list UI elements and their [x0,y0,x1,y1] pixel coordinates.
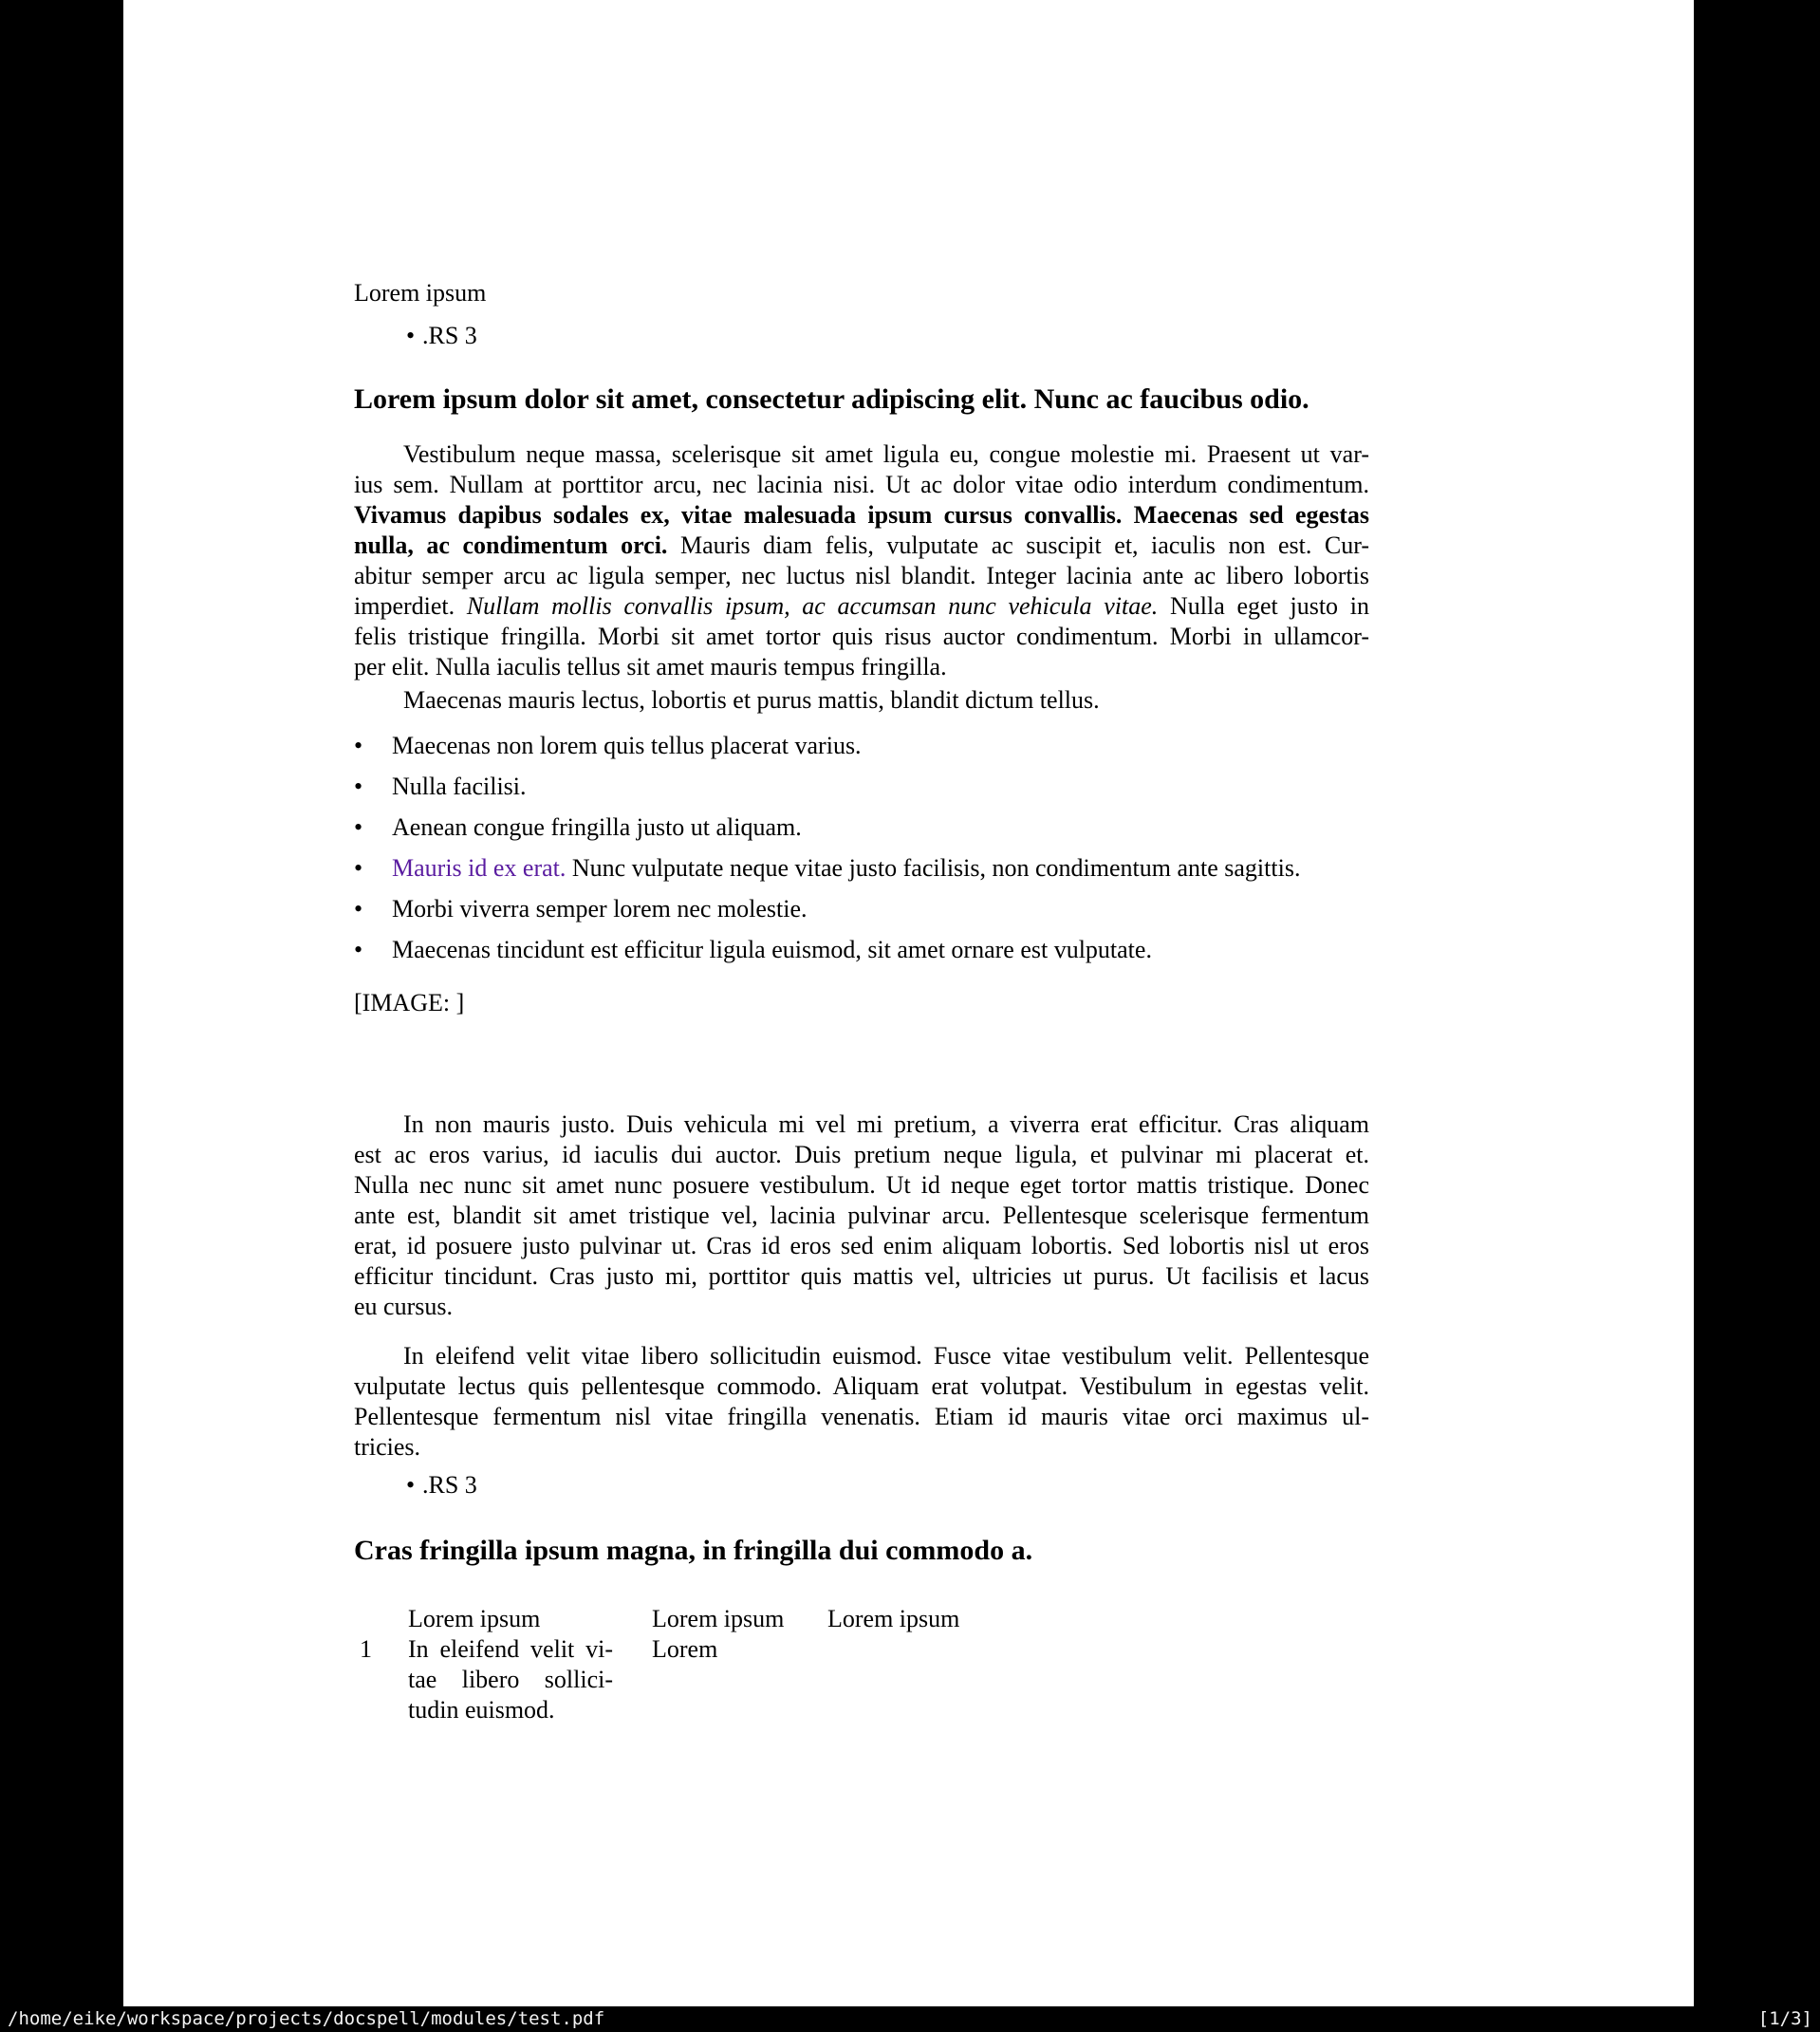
text-segment: per elit. Nulla iaculis tellus sit amet mauris tempus fringilla. [354,653,947,680]
text-line [354,652,1369,682]
text-line [354,1261,1369,1292]
bullet-icon: • [354,895,363,923]
bullet-icon: • [354,732,363,759]
text-segment: Aenean congue fringilla justo ut aliquam. [392,813,802,841]
text-line [354,622,1369,652]
text-segment: nulla, ac condimentum orci. [354,531,668,559]
text-segment: Nulla facilisi. [392,773,527,800]
text-segment: In eleifend velit vi- [408,1635,613,1663]
text-segment: eu cursus. [354,1293,453,1320]
text-segment: Vestibulum neque massa, scelerisque sit amet ligula eu, congue molestie mi. Praesent ut var- [403,440,1369,468]
text-segment: Maecenas non lorem quis tellus placerat varius. [392,732,862,759]
table-cell-1 [408,1634,613,1725]
text-line [354,1231,1369,1261]
paragraph-1 [354,439,1369,682]
table-header-col1: Lorem ipsum [408,1605,541,1632]
text-segment: abitur semper arcu ac ligula semper, nec luctus nisl blandit. Integer lacinia ante ac libero lobortis [354,562,1369,589]
text-segment: Nulla eget justo in [1158,592,1369,620]
list-item-text [392,772,527,802]
list-item [354,894,1369,924]
text-segment: Nullam mollis convallis ipsum, ac accumsan nunc vehicula vitae. [466,592,1159,620]
text-line [354,561,1369,591]
list-item-text [392,731,862,761]
table-header-col3: Lorem ipsum [827,1605,960,1632]
table-row-number: 1 [360,1635,372,1663]
text-segment: efficitur tincidunt. Cras justo mi, porttitor quis mattis vel, ultricies ut purus. Ut facilisis et lacus [354,1262,1369,1290]
text-line [354,1432,1369,1463]
rs-label: .RS 3 [422,322,477,349]
list-item [354,772,1369,802]
text-segment: vulputate lectus quis pellentesque commodo. Aliquam erat volutpat. Vestibulum in egestas velit. [354,1372,1369,1400]
text-segment: Nunc vulputate neque vitae justo facilisis, non condimentum ante sagittis. [566,854,1301,882]
text-segment: est ac eros varius, id iaculis dui auctor. Duis pretium neque ligula, et pulvinar mi placerat et. [354,1141,1369,1168]
text-line [354,1402,1369,1432]
image-placeholder: [IMAGE: ] [354,989,465,1016]
bullet-icon: • [354,854,363,882]
bullet-icon: • [406,1471,416,1499]
text-line [354,1140,1369,1170]
status-bar [0,2006,1820,2032]
text-line [408,1634,613,1665]
text-line [354,1292,1369,1322]
list-item-text [392,853,1300,884]
text-line [354,470,1369,500]
rs-label: .RS 3 [422,1471,477,1499]
standalone-paragraph-line: Maecenas mauris lectus, lobortis et purus mattis, blandit dictum tellus. [403,686,1100,714]
file-path: /home/eike/workspace/projects/docspell/modules/test.pdf [8,2008,605,2029]
text-segment: Morbi viverra semper lorem nec molestie. [392,895,808,923]
text-segment: felis tristique fringilla. Morbi sit amet tortor quis risus auctor condimentum. Morbi in ullamcor- [354,623,1369,650]
text-segment: tudin euismod. [408,1696,555,1724]
text-line [354,500,1369,531]
list-item [354,853,1369,884]
list-item-text [392,812,802,843]
text-segment: tae libero sollici- [408,1666,613,1693]
bullet-icon: • [406,322,416,349]
text-segment: In non mauris justo. Duis vehicula mi vel mi pretium, a viverra erat efficitur. Cras aliquam [403,1110,1369,1138]
text-segment: ius sem. Nullam at porttitor arcu, nec lacinia nisi. Ut ac dolor vitae odio interdum condimentum. [354,471,1369,498]
paragraph-2 [354,1109,1369,1322]
text-line [354,439,1369,470]
intro-line: Lorem ipsum [354,279,487,307]
list-item [354,812,1369,843]
paragraph-3 [354,1341,1369,1463]
bullet-icon: • [354,813,363,841]
rs-bullet-line-2 [406,1470,477,1501]
text-segment: Mauris diam felis, vulputate ac suscipit et, iaculis non est. Cur- [667,531,1369,559]
text-segment: tricies. [354,1433,421,1461]
text-segment: Pellentesque fermentum nisl vitae fringilla venenatis. Etiam id mauris vitae orci maximus ul- [354,1403,1369,1430]
table-header-col2: Lorem ipsum [652,1605,785,1632]
text-line [408,1695,613,1725]
bullet-icon: • [354,773,363,800]
bullet-icon: • [354,936,363,963]
text-line [408,1665,613,1695]
text-line [354,1109,1369,1140]
text-segment: In eleifend velit vitae libero sollicitudin euismod. Fusce vitae vestibulum velit. Pellentesque [403,1342,1369,1370]
text-segment: ante est, blandit sit amet tristique vel, lacinia pulvinar arcu. Pellentesque scelerisque fermentum [354,1202,1369,1229]
section-heading-1: Lorem ipsum dolor sit amet, consectetur adipiscing elit. Nunc ac faucibus odio. [354,383,1309,415]
rs-bullet-line-1 [406,321,477,351]
text-line [354,1341,1369,1371]
text-segment: erat, id posuere justo pulvinar ut. Cras id eros sed enim aliquam lobortis. Sed lobortis nisl ut eros [354,1232,1369,1259]
section-heading-2: Cras fringilla ipsum magna, in fringilla dui commodo a. [354,1535,1033,1566]
text-line [354,1371,1369,1402]
page-indicator: [1/3] [1757,2008,1812,2029]
text-line [354,1170,1369,1201]
pdf-page[interactable] [123,0,1694,2006]
list-item [354,935,1369,965]
text-segment: Maecenas tincidunt est efficitur ligula euismod, sit amet ornare est vulputate. [392,936,1152,963]
text-segment: Nulla nec nunc sit amet nunc posuere vestibulum. Ut id neque eget tortor mattis tristique. Donec [354,1171,1369,1199]
text-line [354,531,1369,561]
text-segment: Vivamus dapibus sodales ex, vitae malesuada ipsum cursus convallis. Maecenas sed egestas [354,501,1369,529]
text-line [354,1201,1369,1231]
list-item-text [392,935,1152,965]
table-cell-2: Lorem [652,1635,718,1663]
text-line [354,591,1369,622]
pdf-hyperlink[interactable]: Mauris id ex erat. [392,854,566,882]
list-item-text [392,894,808,924]
bullet-list [354,731,1369,976]
list-item [354,731,1369,761]
text-segment: imperdiet. [354,592,467,620]
